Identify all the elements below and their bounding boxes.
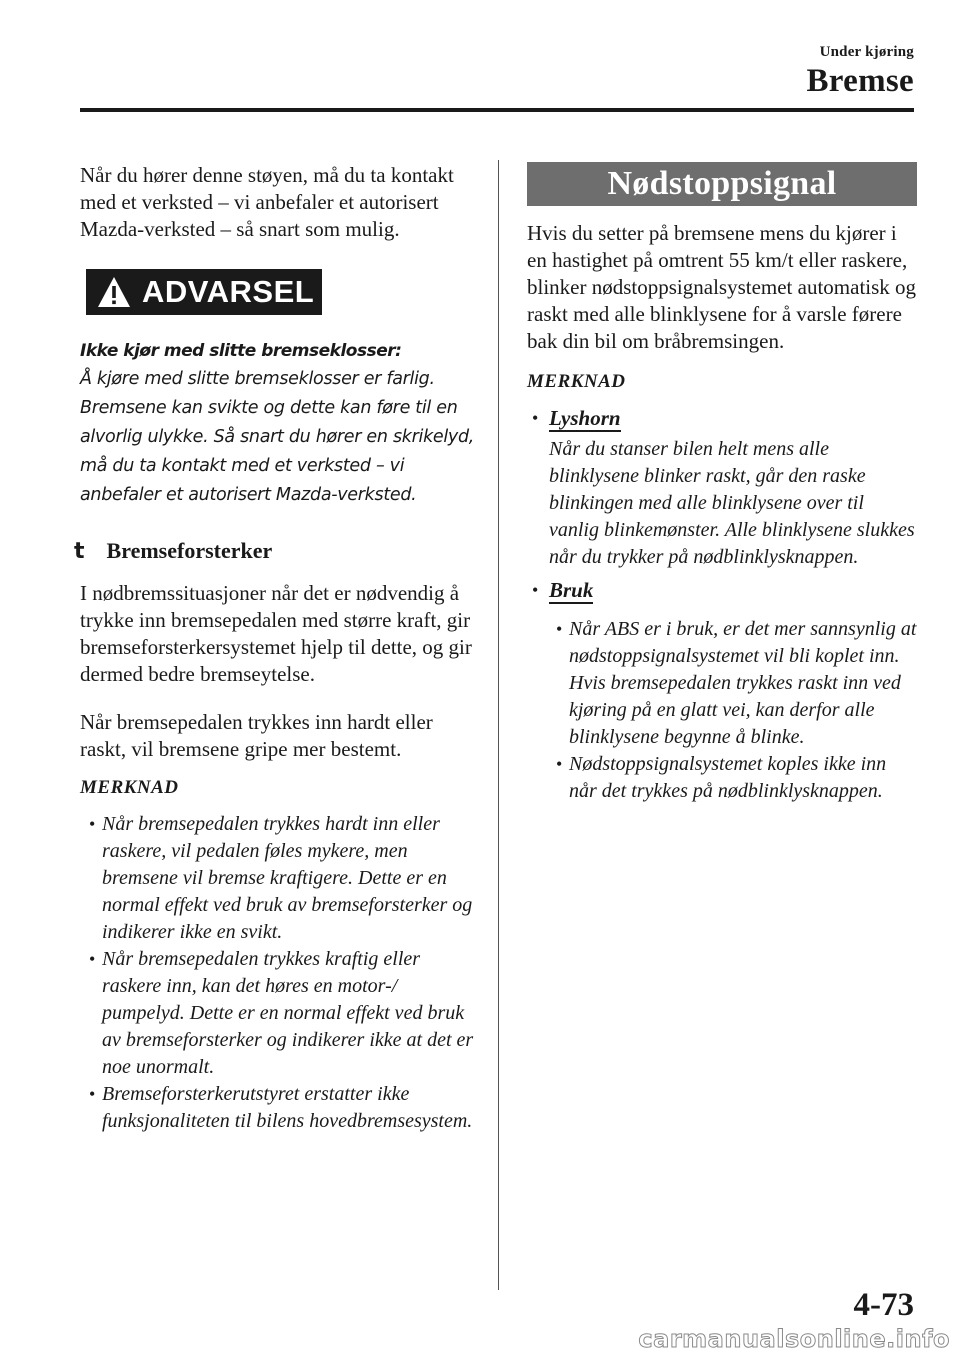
note-item-title: Lyshorn (549, 406, 621, 430)
bullet-icon: • (532, 580, 539, 600)
note-item-lyshorn (527, 405, 917, 432)
note-item-title: Bruk (549, 578, 594, 602)
intro-paragraph: Når du hører denne støyen, må du ta kontakt med et verksted – vi anbefaler et autorisert Mazda-verksted – så snart som mulig. (80, 163, 454, 241)
warning-title: Ikke kjør med slitte bremseklosser: (80, 341, 402, 361)
column-divider (498, 160, 499, 1290)
sub-note-list (527, 616, 917, 805)
note-item: • Bremseforsterkerutstyret erstatter ikke funksjonaliteten til bilens hovedbremsesystem. (89, 1083, 473, 1132)
page-number: 4-73 (853, 1287, 914, 1323)
page-header (807, 44, 915, 100)
sub-note-item: • Når ABS er i bruk, er det mer sannsynlig at nødstoppsignalsystemet vil bli koplet inn. Hvis bremsepedalen trykkes raskt inn ved kjøring på en glatt vei, kan derfor alle blinklysene begynne å blinke. (556, 618, 917, 748)
warning-block (80, 269, 480, 510)
warning-triangle-icon (96, 275, 132, 309)
section-marker: t (74, 539, 85, 564)
bullet-icon: • (89, 949, 96, 969)
left-column (74, 162, 480, 1135)
bullet-icon: • (556, 619, 563, 639)
bullet-icon: • (89, 1084, 96, 1104)
bullet-icon: • (89, 814, 96, 834)
bullet-icon: • (556, 754, 563, 774)
warning-text: Å kjøre med slitte bremseklosser er farlig. Bremsene kan svikte og dette kan føre til en alvorlig ulykke. Så snart du hører en skrikelyd, må du ta kontakt med et verksted – vi anbefaler et autorisert Mazda-verksted. (80, 369, 475, 505)
note-item: • Når bremsepedalen trykkes hardt inn eller raskere, vil pedalen føles mykere, men bremsene vil bremse kraftigere. Dette er en normal effekt ved bruk av bremseforsterker og indikerer ikke en svikt. (89, 813, 473, 943)
header-rule (80, 108, 914, 112)
section-heading (74, 538, 480, 564)
banner-intro: Hvis du setter på bremsene mens du kjører i en hastighet på omtrent 55 km/t eller raskere, blinker nødstoppsignalsystemet automatisk og raskt med alle blinklysene for å varsle førere bak din bil om bråbremsingen. (527, 221, 917, 353)
sub-note-item: • Nødstoppsignalsystemet koples ikke inn når det trykkes på nødblinklysknappen. (556, 753, 887, 802)
note-item-body: Når du stanser bilen helt mens alle blinklysene blinker raskt, går den raske blinkingen med alle blinklysene over til vanlig blinkemønster. Alle blinklysene slukkes når du trykker på nødblinklysknappen. (549, 438, 915, 568)
bullet-icon: • (532, 408, 539, 428)
watermark: carmanualsonline.info (638, 1325, 950, 1353)
warning-badge (86, 269, 322, 315)
section-banner: Nødstoppsignal (527, 162, 917, 206)
right-column (527, 162, 917, 805)
note-label-right: MERKNAD (527, 371, 626, 392)
note-item-bruk (527, 577, 917, 604)
section-paragraph-2: Når bremsepedalen trykkes inn hardt eller raskt, vil bremsene gripe mer bestemt. (80, 710, 433, 761)
section-title: Bremseforsterker (106, 538, 273, 563)
section-label: Under kjøring (819, 44, 914, 60)
page-title: Bremse (806, 63, 914, 99)
note-label: MERKNAD (80, 777, 179, 798)
section-paragraph-1: I nødbremssituasjoner når det er nødvendig å trykke inn bremsepedalen med større kraft, gir bremseforsterkersystemet hjelp til dette, og gir dermed bedre bremseytelse. (80, 581, 472, 686)
warning-label: ADVARSEL (142, 274, 315, 309)
note-item: • Når bremsepedalen trykkes kraftig eller raskere inn, kan det høres en motor-/ pumpelyd. Dette er en normal effekt ved bruk av bremseforsterker og indikerer ikke at det er noe unormalt. (89, 948, 474, 1078)
note-list (80, 811, 480, 1135)
